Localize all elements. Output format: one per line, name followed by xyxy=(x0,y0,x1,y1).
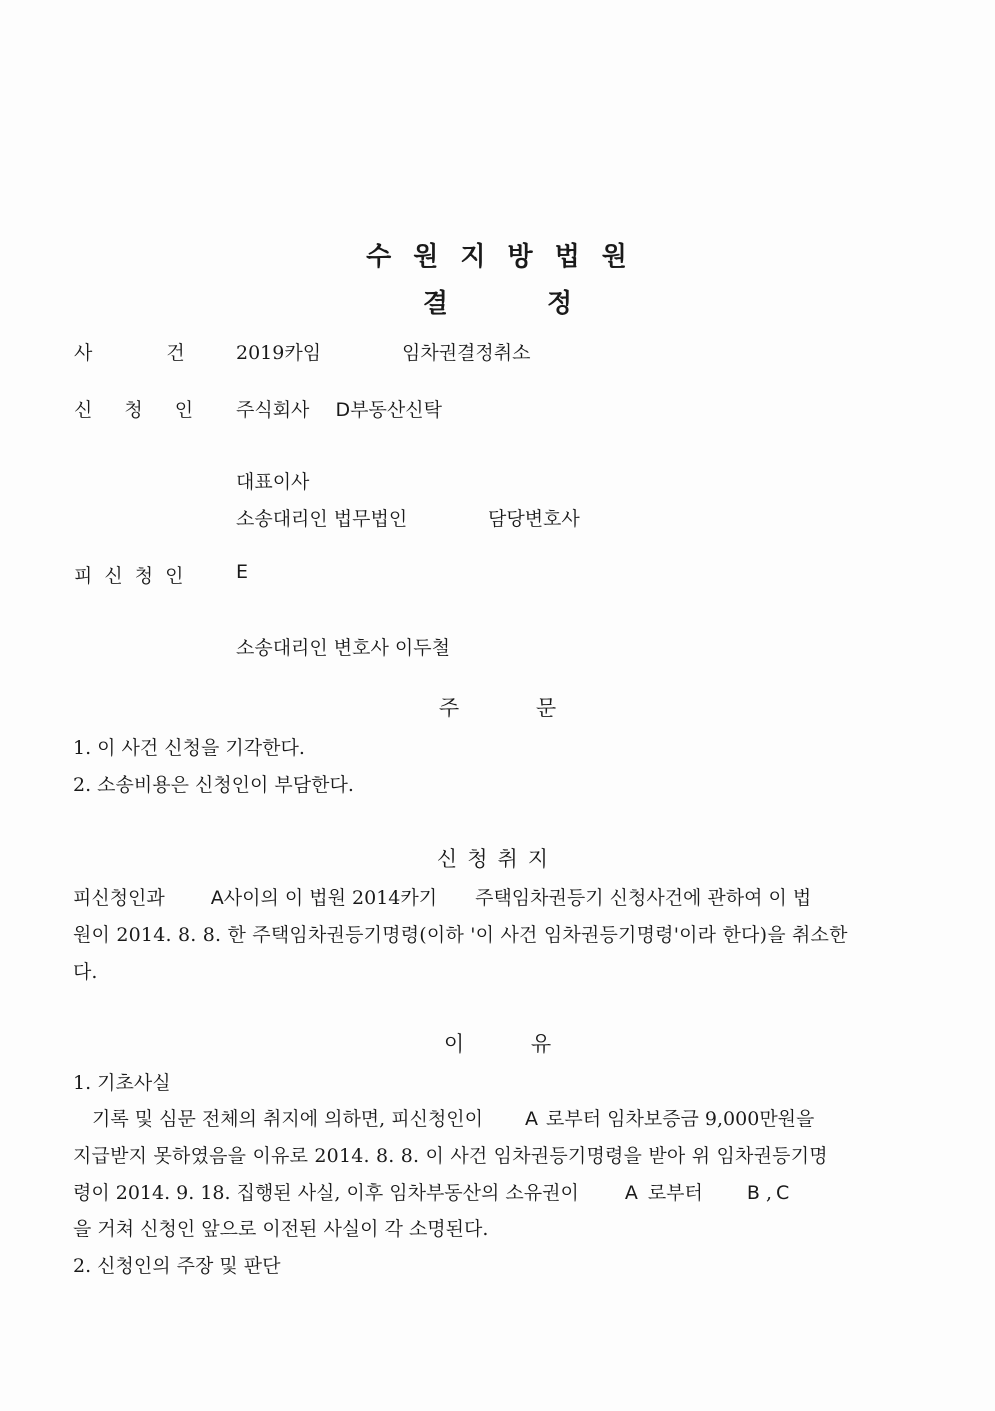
purpose-line-2: 원이 2014. 8. 8. 한 주택임차권등기명령(이하 '이 사건 임차권등기명령'이라 한다)을 취소한 xyxy=(73,924,848,946)
applicant-label: 신 청 인 xyxy=(74,399,194,421)
applicant-counsel: 소송대리인 법무법인 xyxy=(236,508,408,530)
reasons-p3-mark-3: C xyxy=(775,1182,790,1204)
purpose-line-3: 다. xyxy=(73,961,98,983)
reasons-p1-b: 로부터 임차보증금 9,000만원을 xyxy=(546,1108,815,1130)
reasons-p1-a: 기록 및 심문 전체의 취지에 의하면, 피신청인이 xyxy=(92,1108,484,1130)
purpose-line-1 xyxy=(73,883,811,910)
applicant-name-line xyxy=(236,395,442,422)
reasons-subheading-2: 2. 신청인의 주장 및 판단 xyxy=(73,1255,281,1277)
applicant-name-mark: D xyxy=(335,399,351,421)
reasons-subheading-1: 1. 기초사실 xyxy=(73,1072,171,1094)
applicant-name: 주식회사 xyxy=(236,399,310,421)
applicant-counsel-attorney: 담당변호사 xyxy=(488,508,580,530)
respondent-label: 피 신 청 인 xyxy=(74,565,184,587)
reasons-p1 xyxy=(92,1104,814,1131)
purpose-heading: 신청취지 xyxy=(436,847,559,871)
respondent-name: E xyxy=(236,561,249,583)
purpose-mark: A xyxy=(210,887,224,909)
reasons-p2: 지급받지 못하였음을 이유로 2014. 8. 8. 이 사건 임차권등기명령을 받아 위 임차권등기명 xyxy=(73,1145,828,1167)
purpose-line-1-c: 주택임차권등기 신청사건에 관하여 이 법 xyxy=(475,887,812,909)
reasons-p4: 을 거쳐 신청인 앞으로 이전된 사실이 각 소명된다. xyxy=(73,1218,489,1240)
order-item-1: 1. 이 사건 신청을 기각한다. xyxy=(73,737,305,759)
reasons-p3-mark-2: B xyxy=(746,1182,760,1204)
purpose-line-1-a: 피신청인과 xyxy=(73,887,165,909)
case-label: 사 건 xyxy=(74,342,185,364)
reasons-p3-sep: , xyxy=(765,1182,772,1204)
case-name: 임차권결정취소 xyxy=(402,342,531,364)
order-heading: 주 문 xyxy=(438,696,557,720)
reasons-p3-mark-1: A xyxy=(624,1182,638,1204)
order-item-2: 2. 소송비용은 신청인이 부담한다. xyxy=(73,774,354,796)
court-title: 수원지방법원 xyxy=(366,242,649,272)
reasons-p1-mark: A xyxy=(525,1108,539,1130)
reasons-p3-b: 로부터 xyxy=(647,1182,703,1204)
purpose-line-1-b: 사이의 이 법원 2014카기 xyxy=(223,887,438,909)
applicant-name-rest: 부동산신탁 xyxy=(350,399,442,421)
representative: 대표이사 xyxy=(236,471,310,493)
document-title: 결 정 xyxy=(422,289,573,319)
case-number: 2019카임 xyxy=(236,342,322,364)
respondent-counsel: 소송대리인 변호사 이두철 xyxy=(236,637,450,659)
reasons-p3 xyxy=(73,1178,789,1205)
reasons-p3-a: 령이 2014. 9. 18. 집행된 사실, 이후 임차부동산의 소유권이 xyxy=(73,1182,579,1204)
reasons-heading: 이 유 xyxy=(443,1032,552,1056)
